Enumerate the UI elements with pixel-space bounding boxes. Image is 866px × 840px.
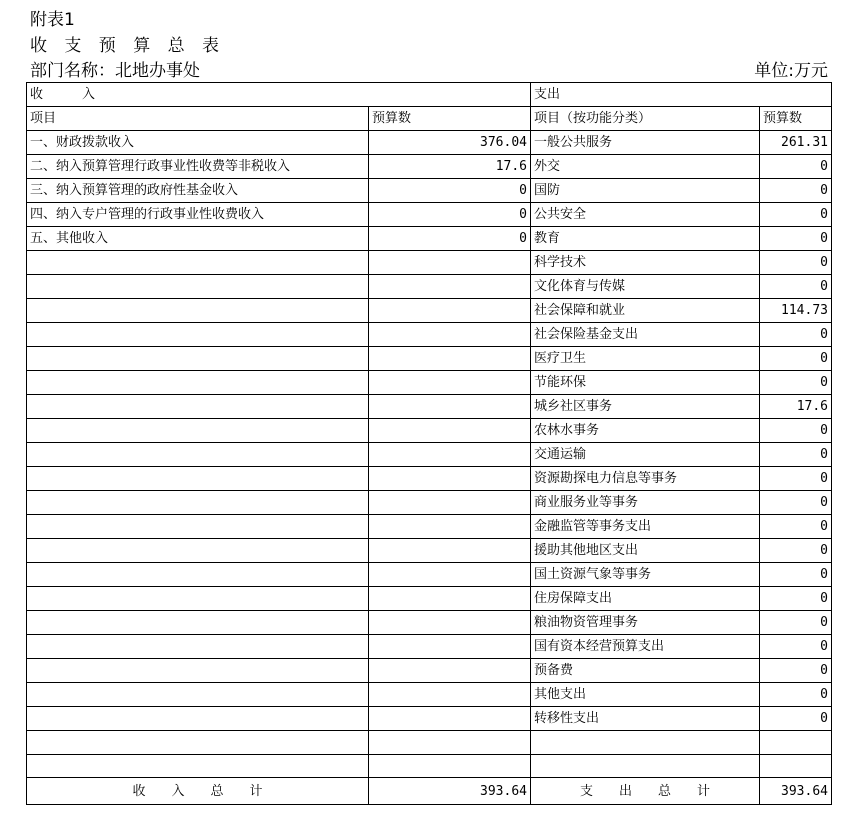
table-row [27,467,832,491]
income-amount-cell [369,707,531,731]
col-header-income-budget: 预算数 [369,107,531,131]
expense-amount-cell: 0 [760,683,832,707]
table-row [27,443,832,467]
income-item-cell [27,611,369,635]
table-row [27,275,832,299]
expense-amount-cell: 0 [760,443,832,467]
income-amount-cell: 0 [369,227,531,251]
budget-table [26,82,832,805]
expense-item-cell: 交通运输 [531,443,760,467]
expense-item-cell: 金融监管等事务支出 [531,515,760,539]
income-item-cell [27,635,369,659]
income-amount-cell [369,611,531,635]
expense-item-cell: 文化体育与传媒 [531,275,760,299]
income-amount-cell [369,347,531,371]
expense-item-cell: 住房保障支出 [531,587,760,611]
table-row [27,251,832,275]
income-item-cell [27,371,369,395]
expense-item-cell: 城乡社区事务 [531,395,760,419]
expense-item-cell: 国有资本经营预算支出 [531,635,760,659]
table-row [27,563,832,587]
income-item-cell: 三、纳入预算管理的政府性基金收入 [27,179,369,203]
expense-item-cell: 医疗卫生 [531,347,760,371]
column-header-row [27,107,832,131]
expense-item-cell: 国防 [531,179,760,203]
income-item-cell [27,275,369,299]
income-amount-cell: 0 [369,179,531,203]
income-item-cell [27,395,369,419]
income-item-cell [27,515,369,539]
table-row [27,371,832,395]
expense-amount-cell: 0 [760,611,832,635]
income-amount-cell [369,754,531,778]
expense-amount-cell: 0 [760,539,832,563]
expense-section-label: 支出 [531,83,832,107]
expense-amount-cell: 0 [760,707,832,731]
total-row [27,778,832,805]
unit-label: 单位:万元 [754,61,828,81]
table-row [27,227,832,251]
expense-amount-cell: 0 [760,515,832,539]
expense-item-cell: 社会保障和就业 [531,299,760,323]
department-name: 部门名称：北地办事处 [30,61,200,81]
income-item-cell [27,443,369,467]
income-item-cell [27,587,369,611]
income-amount-cell [369,251,531,275]
income-amount-cell [369,323,531,347]
income-amount-cell [369,371,531,395]
table-row [27,299,832,323]
col-header-expense-item: 项目（按功能分类） [531,107,760,131]
table-row [27,707,832,731]
income-amount-cell [369,683,531,707]
income-amount-cell: 0 [369,203,531,227]
table-row [27,491,832,515]
expense-item-cell [531,731,760,755]
expense-item-cell: 农林水事务 [531,419,760,443]
income-item-cell [27,467,369,491]
income-amount-cell [369,419,531,443]
income-item-cell [27,299,369,323]
expense-item-cell: 一般公共服务 [531,131,760,155]
table-row [27,587,832,611]
income-amount-cell [369,539,531,563]
expense-amount-cell: 114.73 [760,299,832,323]
table-row [27,203,832,227]
table-row [27,611,832,635]
table-row [27,659,832,683]
income-item-cell [27,659,369,683]
expense-item-cell: 科学技术 [531,251,760,275]
expense-amount-cell: 0 [760,323,832,347]
expense-item-cell: 粮油物资管理事务 [531,611,760,635]
expense-item-cell: 外交 [531,155,760,179]
expense-amount-cell: 0 [760,155,832,179]
income-amount-cell [369,563,531,587]
expense-amount-cell: 0 [760,587,832,611]
income-amount-cell [369,443,531,467]
table-row [27,683,832,707]
table-row [27,419,832,443]
income-item-cell [27,347,369,371]
expense-item-cell: 国土资源气象等事务 [531,563,760,587]
expense-amount-cell: 0 [760,659,832,683]
expense-item-cell [531,754,760,778]
expense-item-cell: 商业服务业等事务 [531,491,760,515]
income-item-cell [27,731,369,755]
expense-amount-cell: 0 [760,467,832,491]
income-item-cell: 五、其他收入 [27,227,369,251]
income-amount-cell: 17.6 [369,155,531,179]
expense-amount-cell: 0 [760,347,832,371]
income-amount-cell [369,659,531,683]
income-item-cell [27,707,369,731]
income-amount-cell [369,467,531,491]
income-total-label: 收 入 总 计 [27,778,369,805]
expense-amount-cell: 17.6 [760,395,832,419]
table-row [27,155,832,179]
expense-amount-cell: 261.31 [760,131,832,155]
table-row [27,635,832,659]
income-amount-cell [369,491,531,515]
table-row [27,515,832,539]
expense-amount-cell [760,754,832,778]
col-header-expense-budget: 预算数 [760,107,832,131]
expense-amount-cell: 0 [760,203,832,227]
expense-amount-cell [760,731,832,755]
doc-label: 附表1 [30,10,75,30]
expense-amount-cell: 0 [760,419,832,443]
income-item-cell: 一、财政拨款收入 [27,131,369,155]
expense-amount-cell: 0 [760,491,832,515]
expense-item-cell: 资源勘探电力信息等事务 [531,467,760,491]
expense-item-cell: 援助其他地区支出 [531,539,760,563]
table-row [27,131,832,155]
income-item-cell [27,563,369,587]
income-item-cell [27,491,369,515]
table-row [27,395,832,419]
table-row [27,539,832,563]
income-item-cell [27,323,369,347]
income-item-cell [27,754,369,778]
col-header-income-item: 项目 [27,107,369,131]
income-amount-cell [369,275,531,299]
expense-item-cell: 教育 [531,227,760,251]
expense-amount-cell: 0 [760,227,832,251]
income-item-cell [27,539,369,563]
expense-amount-cell: 0 [760,563,832,587]
table-row [27,754,832,778]
table-row [27,731,832,755]
table-row [27,179,832,203]
expense-item-cell: 转移性支出 [531,707,760,731]
income-item-cell [27,251,369,275]
expense-item-cell: 社会保险基金支出 [531,323,760,347]
expense-amount-cell: 0 [760,179,832,203]
table-row [27,323,832,347]
income-item-cell [27,419,369,443]
income-amount-cell: 376.04 [369,131,531,155]
page-title: 收 支 预 算 总 表 [30,36,226,56]
income-item-cell [27,683,369,707]
expense-amount-cell: 0 [760,251,832,275]
expense-item-cell: 公共安全 [531,203,760,227]
expense-amount-cell: 0 [760,635,832,659]
income-total-amount: 393.64 [369,778,531,805]
income-amount-cell [369,395,531,419]
section-header-row [27,83,832,107]
expense-amount-cell: 0 [760,371,832,395]
income-amount-cell [369,731,531,755]
expense-item-cell: 其他支出 [531,683,760,707]
expense-item-cell: 预备费 [531,659,760,683]
income-amount-cell [369,515,531,539]
income-item-cell: 四、纳入专户管理的行政事业性收费收入 [27,203,369,227]
income-amount-cell [369,635,531,659]
expense-amount-cell: 0 [760,275,832,299]
income-section-label: 收 入 [27,83,531,107]
income-item-cell: 二、纳入预算管理行政事业性收费等非税收入 [27,155,369,179]
expense-total-label: 支 出 总 计 [531,778,760,805]
expense-total-amount: 393.64 [760,778,832,805]
income-amount-cell [369,587,531,611]
expense-item-cell: 节能环保 [531,371,760,395]
table-row [27,347,832,371]
income-amount-cell [369,299,531,323]
